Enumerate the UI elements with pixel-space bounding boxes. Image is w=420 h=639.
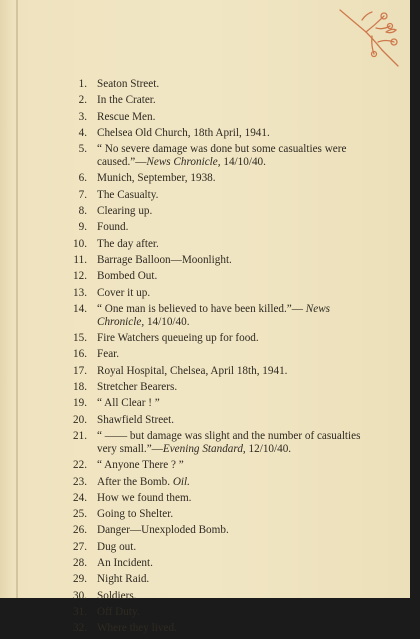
list-item	[0, 541, 400, 554]
item-number: 6.	[78, 172, 87, 185]
item-text: Munich, September, 1938.	[97, 172, 216, 185]
floral-corner-ornament-icon	[336, 6, 406, 76]
item-number: 22.	[73, 459, 87, 472]
item-number: 20.	[73, 413, 87, 426]
item-title	[97, 492, 362, 505]
item-text: Rescue Men.	[97, 110, 156, 123]
list-item	[0, 303, 400, 329]
item-number: 21.	[73, 429, 87, 442]
item-text: “ Anyone There ? ”	[97, 459, 184, 472]
item-number: 24.	[73, 491, 87, 504]
list-item	[0, 557, 400, 570]
item-text: Dug out.	[97, 540, 137, 553]
item-source: Evening Standard,	[162, 442, 246, 455]
list-item	[0, 430, 400, 456]
list-item	[0, 287, 400, 300]
item-number: 15.	[73, 332, 87, 345]
item-text: The Casualty.	[97, 188, 159, 201]
item-number: 27.	[73, 540, 87, 553]
item-text: Stretcher Bearers.	[97, 381, 178, 394]
item-text: Night Raid.	[97, 573, 150, 586]
item-title	[97, 541, 362, 554]
item-source: Oil.	[172, 475, 190, 488]
item-title	[97, 205, 362, 218]
item-title	[97, 557, 362, 570]
item-source: News Chronicle,	[97, 302, 331, 328]
item-title	[97, 524, 362, 537]
item-title	[97, 590, 362, 603]
list-item	[0, 508, 400, 521]
item-text: Barrage Balloon—Moonlight.	[97, 253, 232, 266]
list-item	[0, 332, 400, 345]
item-number: 19.	[73, 397, 87, 410]
item-text: Danger—Unexploded Bomb.	[97, 524, 229, 537]
item-title	[97, 221, 362, 234]
item-number: 8.	[78, 205, 87, 218]
list-item	[0, 524, 400, 537]
item-title	[97, 238, 362, 251]
item-title	[97, 414, 362, 427]
item-number: 32.	[73, 622, 87, 635]
item-number: 4.	[78, 126, 87, 139]
item-text: Where they lived.	[97, 622, 177, 635]
item-title	[97, 348, 362, 361]
item-title	[97, 332, 362, 345]
item-text: “ One man is believed to have been killed.”—	[97, 302, 306, 315]
item-text: After the Bomb.	[97, 475, 173, 488]
item-text: Going to Shelter.	[97, 508, 174, 521]
item-number: 28.	[73, 557, 87, 570]
list-item	[0, 606, 400, 619]
item-text: How we found them.	[97, 491, 192, 504]
item-title	[97, 365, 362, 378]
item-text: Off Duty.	[97, 605, 140, 618]
item-text: Found.	[97, 221, 129, 234]
item-number: 10.	[73, 237, 87, 250]
item-number: 5.	[78, 143, 87, 156]
list-item	[0, 573, 400, 586]
item-title	[97, 78, 362, 91]
item-text: “ No severe damage was done but some casualties were caused.”—	[97, 143, 347, 169]
item-text: The day after.	[97, 237, 159, 250]
item-title	[97, 476, 362, 489]
list-item	[0, 348, 400, 361]
item-title	[97, 303, 362, 329]
item-text: Fire Watchers queueing up for food.	[97, 332, 259, 345]
plate-list	[0, 78, 400, 639]
list-item	[0, 205, 400, 218]
list-item	[0, 111, 400, 124]
item-number: 9.	[78, 221, 87, 234]
list-item	[0, 78, 400, 91]
item-number: 30.	[73, 589, 87, 602]
item-date: 12/10/40.	[245, 442, 292, 455]
item-title	[97, 397, 362, 410]
item-title	[97, 172, 362, 185]
item-title	[97, 606, 362, 619]
item-number: 11.	[73, 253, 87, 266]
item-number: 14.	[73, 302, 87, 315]
list-item	[0, 397, 400, 410]
item-number: 18.	[73, 381, 87, 394]
list-item	[0, 189, 400, 202]
item-text: In the Crater.	[97, 94, 156, 107]
list-item	[0, 270, 400, 283]
list-item	[0, 221, 400, 234]
item-number: 26.	[73, 524, 87, 537]
list-item	[0, 238, 400, 251]
item-title	[97, 94, 362, 107]
item-number: 31.	[73, 605, 87, 618]
item-text: Seaton Street.	[97, 78, 160, 90]
list-item	[0, 127, 400, 140]
item-text: Chelsea Old Church, 18th April, 1941.	[97, 126, 270, 139]
list-item	[0, 492, 400, 505]
item-title	[97, 111, 362, 124]
list-item	[0, 172, 400, 185]
item-text: Royal Hospital, Chelsea, April 18th, 1941.	[97, 364, 288, 377]
list-item	[0, 381, 400, 394]
item-number: 25.	[73, 508, 87, 521]
item-title	[97, 143, 362, 169]
item-text: An Incident.	[97, 557, 153, 570]
item-text: “ —— but damage was slight and the number of casualties very small.”—	[97, 429, 361, 455]
list-item	[0, 414, 400, 427]
list-item	[0, 94, 400, 107]
list-item	[0, 622, 400, 635]
item-number: 23.	[73, 475, 87, 488]
item-title	[97, 270, 362, 283]
item-number: 29.	[73, 573, 87, 586]
list-item	[0, 254, 400, 267]
item-text: Bombed Out.	[97, 270, 158, 283]
list-item	[0, 365, 400, 378]
item-source: News Chronicle,	[146, 156, 221, 169]
item-title	[97, 254, 362, 267]
item-text: Shawfield Street.	[97, 413, 175, 426]
item-number: 16.	[73, 348, 87, 361]
item-number: 17.	[73, 364, 87, 377]
item-title	[97, 127, 362, 140]
item-date: 14/10/40.	[220, 156, 266, 169]
item-text: Fear.	[97, 348, 120, 361]
item-text: Clearing up.	[97, 205, 153, 218]
item-title	[97, 189, 362, 202]
item-number: 12.	[73, 270, 87, 283]
item-title	[97, 381, 362, 394]
list-item	[0, 459, 400, 472]
item-title	[97, 459, 362, 472]
item-title	[97, 287, 362, 300]
item-title	[97, 573, 362, 586]
item-number: 3.	[78, 110, 87, 123]
item-text: “ All Clear ! ”	[97, 397, 160, 410]
item-text: Soldiers.	[97, 589, 137, 602]
item-number: 2.	[78, 94, 87, 107]
item-number: 13.	[73, 286, 87, 299]
item-title	[97, 430, 362, 456]
item-title	[97, 508, 362, 521]
item-number: 1.	[78, 78, 87, 90]
list-item	[0, 476, 400, 489]
list-item	[0, 143, 400, 169]
item-title	[97, 622, 362, 635]
item-text: Cover it up.	[97, 286, 151, 299]
list-item	[0, 590, 400, 603]
item-number: 7.	[78, 188, 87, 201]
item-date: 14/10/40.	[144, 315, 190, 328]
